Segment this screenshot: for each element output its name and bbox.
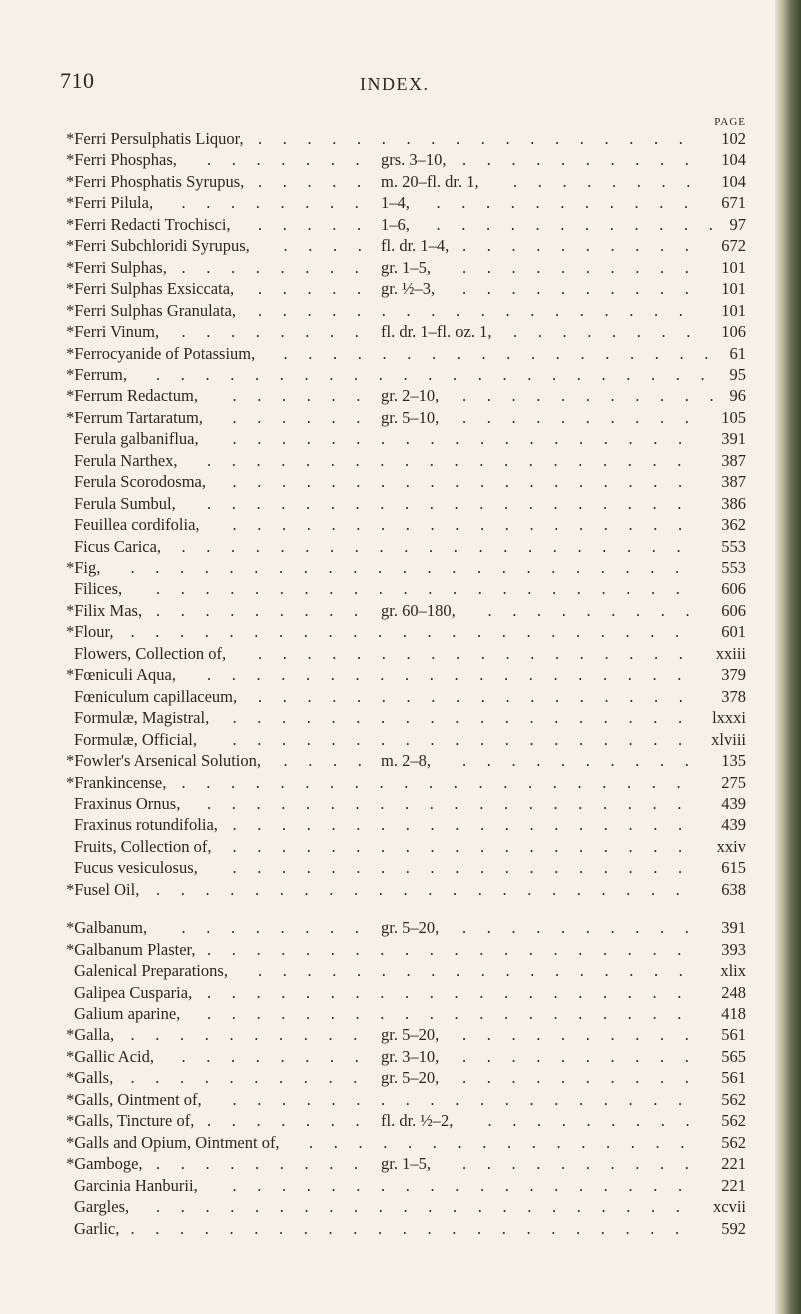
entry-page: 102 [721, 129, 746, 148]
entry-page: 561 [721, 1025, 746, 1045]
entry-page: 101 [721, 300, 746, 320]
entry-name: Garlic, [74, 1218, 120, 1238]
entry-name: *Filix Mas, [66, 600, 143, 620]
index-entry [0, 172, 780, 192]
index-entry [0, 537, 780, 557]
entry-dose: gr. 1–5, [381, 257, 431, 277]
index-entry [0, 773, 780, 793]
entry-page: 439 [721, 815, 746, 835]
dot-leader: . . . . . . . . . . . . . . . . . . . . . . [156, 1197, 680, 1217]
index-entry [0, 837, 780, 857]
entry-page: 387 [721, 472, 746, 492]
entry-page: 101 [721, 257, 746, 277]
dot-leader: . . . . . . . . . . . . . . . . . . . [232, 729, 683, 749]
index-entry [0, 1047, 780, 1067]
dot-leader: . . . . . . . . . . [462, 1068, 689, 1088]
dot-leader: . . . . . . . . . . . . . . . . . . . . [207, 1004, 682, 1023]
dot-leader: . . . . . . . . . . . [436, 193, 689, 213]
entry-name: Flowers, Collection of, [74, 643, 227, 663]
dot-leader: . . . . . . . . . . [130, 1068, 358, 1088]
entry-dose: gr. 5–20, [381, 1025, 440, 1045]
entry-dose: gr. 2–10, [381, 386, 440, 406]
entry-name: Feuillea cordifolia, [74, 515, 200, 535]
entry-page: 61 [729, 343, 746, 363]
index-entry [0, 472, 780, 492]
index-entry [0, 515, 780, 535]
entry-name: *Ferri Persulphatis Liquor, [66, 129, 244, 148]
index-entry [0, 983, 780, 1003]
dot-leader: . . . . . . . . . . . . . . . . . . . [232, 429, 683, 449]
entry-page: 553 [721, 536, 746, 556]
index-entry [0, 858, 780, 878]
dot-leader: . . . . . . . . . . [130, 1025, 358, 1045]
entry-dose: fl. dr. 1–4, [381, 236, 450, 256]
index-entry [0, 1219, 780, 1239]
dot-leader: . . . . . . . . . . . . . . . . . . [258, 300, 683, 320]
index-entry [0, 301, 780, 321]
entry-dose: gr. 5–10, [381, 407, 440, 427]
dot-leader: . . . . . . . . . . [462, 257, 689, 277]
dot-leader: . . . . . . . . . . . . . . . . . . . . . [181, 772, 681, 792]
entry-page: 561 [721, 1068, 746, 1088]
entry-name: *Ferri Redacti Trochisci, [66, 214, 231, 234]
entry-name: *Ferrum Redactum, [66, 386, 198, 406]
index-entry [0, 961, 780, 981]
dot-leader: . . . . . . . . . . . . [436, 214, 713, 234]
entry-page: 553 [721, 558, 746, 577]
entry-name: Ferula Scorodosma, [74, 472, 206, 492]
entry-page: 562 [721, 1111, 746, 1131]
entry-page: 638 [721, 879, 746, 899]
entry-page: 275 [721, 772, 746, 792]
entry-name: *Ferri Sulphas, [66, 257, 167, 277]
dot-leader: . . . . . . . . . . . . . . . . . . . . . . [156, 879, 680, 899]
index-entry [0, 451, 780, 471]
entry-name: Garcinia Hanburii, [74, 1175, 198, 1195]
index-entry [0, 1133, 780, 1153]
index-entry [0, 429, 780, 449]
dot-leader: . . . . . . . . . . . . . . . . . . . . [207, 982, 682, 1002]
entry-page: xxiv [716, 836, 746, 856]
entry-dose: gr. 60–180, [381, 600, 456, 620]
entry-page: 671 [721, 193, 746, 213]
entry-name: *Galls, Ointment of, [66, 1089, 202, 1109]
index-entry [0, 1197, 780, 1217]
entry-name: Ferula Narthex, [74, 450, 178, 470]
dot-leader: . . . . . . . . . . . . . . . . . . [258, 643, 683, 663]
entry-page: 562 [721, 1089, 746, 1109]
entry-page: 601 [721, 622, 746, 642]
entry-dose: m. 2–8, [381, 751, 431, 771]
index-entry [0, 494, 780, 514]
index-entry [0, 579, 780, 599]
index-entry [0, 815, 780, 835]
dot-leader: . . . . . . . . . . . . . . . . . . . . . [181, 536, 681, 556]
dot-leader: . . . . . . . . [181, 1046, 359, 1066]
entry-name: *Galbanum Plaster, [66, 939, 196, 959]
dot-leader: . . . . . . . [207, 1111, 360, 1131]
dot-leader: . . . . . . . . . . . . . . . . . . . [232, 836, 683, 856]
index-entry [0, 880, 780, 900]
entry-name: Fraxinus Ornus, [74, 793, 181, 813]
index-entry [0, 601, 780, 621]
entry-page: 439 [721, 793, 746, 813]
entry-page: 106 [721, 322, 746, 342]
dot-leader: . . . . . . . . . . . . . . . . . . [283, 343, 709, 363]
entry-name: *Ferri Phosphas, [66, 150, 177, 170]
entry-name: *Fowler's Arsenical Solution, [66, 751, 262, 771]
dot-leader: . . . . . . . . . . [462, 150, 689, 170]
dot-leader: . . . . . . . . . . . . . . . . . . . . [207, 665, 682, 685]
dot-leader: . . . . . [258, 214, 362, 234]
entry-page: 378 [721, 686, 746, 706]
entry-dose: gr. ½–3, [381, 279, 436, 299]
entry-name: Ficus Carica, [74, 536, 162, 556]
entry-name: Galipea Cusparia, [74, 982, 193, 1002]
dot-leader: . . . . . . . . . [156, 600, 359, 620]
index-entry [0, 730, 780, 750]
index-entry [0, 665, 780, 685]
dot-leader: . . . . . . . . . . . . . . . . . . . [232, 515, 683, 535]
entry-page: 135 [721, 751, 746, 771]
entry-page: 672 [721, 236, 746, 256]
index-entry [0, 918, 780, 938]
page-column-label: PAGE [714, 116, 746, 128]
index-entry [0, 279, 780, 299]
entry-page: 104 [721, 150, 746, 170]
entry-name: *Fœniculi Aqua, [66, 665, 176, 685]
entry-page: 565 [721, 1046, 746, 1066]
dot-leader: . . . . . . . . . . . . . . . . . . [258, 686, 683, 706]
dot-leader: . . . . . . . . . . [462, 751, 689, 771]
entry-page: 386 [721, 493, 746, 513]
entry-page: 104 [721, 171, 746, 191]
index-entry [0, 236, 780, 256]
entry-page: 391 [721, 429, 746, 449]
index-entry [0, 1154, 780, 1174]
dot-leader: . . . . . . [232, 407, 361, 427]
index-entry [0, 129, 780, 149]
entry-dose: 1–4, [381, 193, 410, 213]
dot-leader: . . . . . . . . . . . . . . . . . . . [232, 1175, 683, 1195]
entry-dose: fl. dr. 1–fl. oz. 1, [381, 322, 492, 342]
entry-page: 97 [729, 214, 746, 234]
entry-name: Ferula Sumbul, [74, 493, 176, 513]
dot-leader: . . . . . [258, 279, 362, 299]
dot-leader: . . . . . . . . . . . . . . . . . . . . . . . [130, 1218, 680, 1238]
entry-name: *Ferri Pilula, [66, 193, 154, 213]
entry-page: 391 [721, 918, 746, 938]
entry-name: Formulæ, Magistral, [74, 708, 210, 728]
index-entry [0, 365, 780, 385]
entry-name: *Galbanum, [66, 918, 148, 938]
dot-leader: . . . . . . . . [513, 322, 691, 342]
entry-name: *Ferrum Tartaratum, [66, 407, 203, 427]
index-entry [0, 1090, 780, 1110]
dot-leader: . . . . . . . . . [487, 600, 690, 620]
index-entry [0, 751, 780, 771]
dot-leader: . . . . . . . . . . . . . . . . . . . . [207, 493, 682, 513]
dot-leader: . . . . . . [232, 386, 361, 406]
entry-name: *Ferri Sulphas Granulata, [66, 300, 237, 320]
entry-page: 606 [721, 579, 746, 599]
index-entry [0, 322, 780, 342]
entry-dose: 1–6, [381, 214, 410, 234]
dot-leader: . . . . . . . . . . . . . . . . . . . . [207, 939, 682, 959]
entry-page: 562 [721, 1132, 746, 1152]
entry-dose: gr. 5–20, [381, 918, 440, 938]
dot-leader: . . . . . . . . . . . [462, 386, 714, 406]
dot-leader: . . . . . . . . [181, 193, 359, 213]
dot-leader: . . . . . . . . . . . . . . . . [309, 1132, 685, 1152]
entry-page: xcvii [713, 1197, 746, 1217]
index-entry [0, 258, 780, 278]
entry-name: *Galls, Tincture of, [66, 1111, 195, 1131]
dot-leader: . . . . [283, 236, 362, 256]
index-entry [0, 386, 780, 406]
entry-name: *Frankincense, [66, 772, 167, 792]
entry-name: Fucus vesiculosus, [74, 858, 198, 878]
entry-dose: gr. 3–10, [381, 1046, 440, 1066]
entry-name: Fruits, Collection of, [74, 836, 212, 856]
entry-name: *Ferrum, [66, 364, 127, 384]
dot-leader: . . . . . . . . . . . . . . . . . . . [232, 708, 683, 728]
entry-name: *Gamboge, [66, 1154, 143, 1174]
dot-leader: . . . . . . . . . . [462, 1154, 689, 1174]
dot-leader: . . . . . . . . . . [462, 236, 689, 256]
index-entry [0, 1025, 780, 1045]
entry-name: *Ferri Vinum, [66, 322, 160, 342]
dot-leader: . . . . . . . . . . . . . . . . . . [258, 129, 683, 148]
index-entry [0, 558, 780, 578]
entry-page: 221 [721, 1175, 746, 1195]
dot-leader: . . . . . [258, 171, 362, 191]
entry-page: 592 [721, 1218, 746, 1238]
index-entry [0, 708, 780, 728]
entry-name: Filices, [74, 579, 123, 599]
entry-page: 96 [729, 386, 746, 406]
entry-name: *Fig, [66, 558, 101, 577]
dot-leader: . . . . . . . . . . . . . . . . . . . . [207, 450, 682, 470]
entry-page: 387 [721, 450, 746, 470]
dot-leader: . . . . . . . . . . . . . . . . . . . . . . . [156, 364, 705, 384]
entry-name: *Galla, [66, 1025, 115, 1045]
dot-leader: . . . . . . . . [181, 918, 359, 938]
entry-name: Ferula galbaniflua, [74, 429, 199, 449]
entry-page: 615 [721, 858, 746, 878]
entry-page: 95 [729, 364, 746, 384]
entry-page: xlix [720, 961, 746, 981]
entry-page: xxiii [715, 643, 746, 663]
entry-page: 248 [721, 982, 746, 1002]
dot-leader: . . . . . . . . . . . . . . . . . . . [232, 1089, 683, 1109]
index-entry [0, 940, 780, 960]
dot-leader: . . . . . . . . . . . . . . . . . . . . [207, 793, 682, 813]
entry-page: 221 [721, 1154, 746, 1174]
entry-name: Fraxinus rotundifolia, [74, 815, 218, 835]
index-entry [0, 687, 780, 707]
entry-name: *Fusel Oil, [66, 879, 140, 899]
dot-leader: . . . . . . . . . . . . . . . . . . . . . . . [130, 622, 680, 642]
dot-leader: . . . . . . . . . . [462, 407, 689, 427]
entry-name: *Galls, [66, 1068, 114, 1088]
entry-name: *Galls and Opium, Ointment of, [66, 1132, 280, 1152]
entry-page: xlviii [711, 729, 746, 749]
entry-page: 101 [721, 279, 746, 299]
entry-name: *Flour, [66, 622, 114, 642]
dot-leader: . . . . . . . . . . . . . . . . . . . [232, 472, 683, 492]
entry-page: 393 [721, 939, 746, 959]
entry-page: 362 [721, 515, 746, 535]
index-entry [0, 794, 780, 814]
entry-dose: fl. dr. ½–2, [381, 1111, 454, 1131]
index-entry [0, 344, 780, 364]
index-entry [0, 1176, 780, 1196]
dot-leader: . . . . . . . . . . . . . . . . . . . [232, 858, 683, 878]
dot-leader: . . . . . . . . [181, 257, 359, 277]
entry-name: Fœniculum capillaceum, [74, 686, 238, 706]
dot-leader: . . . . . . . . [513, 171, 691, 191]
entry-name: Galenical Preparations, [74, 961, 228, 981]
entry-name: *Ferrocyanide of Potassium, [66, 343, 256, 363]
entry-name: Gargles, [74, 1197, 130, 1217]
entry-dose: gr. 5–20, [381, 1068, 440, 1088]
dot-leader: . . . . . . . . [181, 322, 359, 342]
index-entry [0, 644, 780, 664]
entry-dose: m. 20–fl. dr. 1, [381, 171, 479, 191]
entry-name: Galium aparine, [74, 1004, 181, 1023]
dot-leader: . . . . . . . . . . [462, 1046, 689, 1066]
dot-leader: . . . . . . . . . [156, 1154, 359, 1174]
index-entry [0, 622, 780, 642]
entry-page: 379 [721, 665, 746, 685]
index-entry [0, 215, 780, 235]
page-number: 710 [60, 68, 95, 93]
index-entry [0, 1111, 780, 1131]
dot-leader: . . . . . . . [207, 150, 360, 170]
entry-dose: gr. 1–5, [381, 1154, 431, 1174]
index-entry [0, 150, 780, 170]
entry-name: *Ferri Sulphas Exsiccata, [66, 279, 235, 299]
dot-leader: . . . . . . . . . . [462, 279, 689, 299]
dot-leader: . . . . . . . . . . [462, 1025, 689, 1045]
dot-leader: . . . . . . . . . . [462, 918, 689, 938]
entry-name: *Ferri Subchloridi Syrupus, [66, 236, 250, 256]
entry-name: *Ferri Phosphatis Syrupus, [66, 171, 245, 191]
dot-leader: . . . . . . . . . . . . . . . . . . . . . . [156, 579, 680, 599]
entry-name: Formulæ, Official, [74, 729, 197, 749]
index-entry [0, 1004, 780, 1024]
entry-name: *Gallic Acid, [66, 1046, 154, 1066]
entry-dose: grs. 3–10, [381, 150, 447, 170]
dot-leader: . . . . . . . . . . . . . . . . . . [258, 961, 683, 981]
dot-leader: . . . . [283, 751, 362, 771]
entry-page: 606 [721, 600, 746, 620]
entry-page: 418 [721, 1004, 746, 1023]
entry-page: lxxxi [712, 708, 746, 728]
index-entry [0, 1068, 780, 1088]
entry-page: 105 [721, 407, 746, 427]
running-title: INDEX. [360, 74, 430, 94]
dot-leader: . . . . . . . . . . . . . . . . . . . . . . . [130, 558, 680, 577]
dot-leader: . . . . . . . . . [487, 1111, 690, 1131]
dot-leader: . . . . . . . . . . . . . . . . . . . [232, 815, 683, 835]
index-entry [0, 408, 780, 428]
index-entry [0, 193, 780, 213]
